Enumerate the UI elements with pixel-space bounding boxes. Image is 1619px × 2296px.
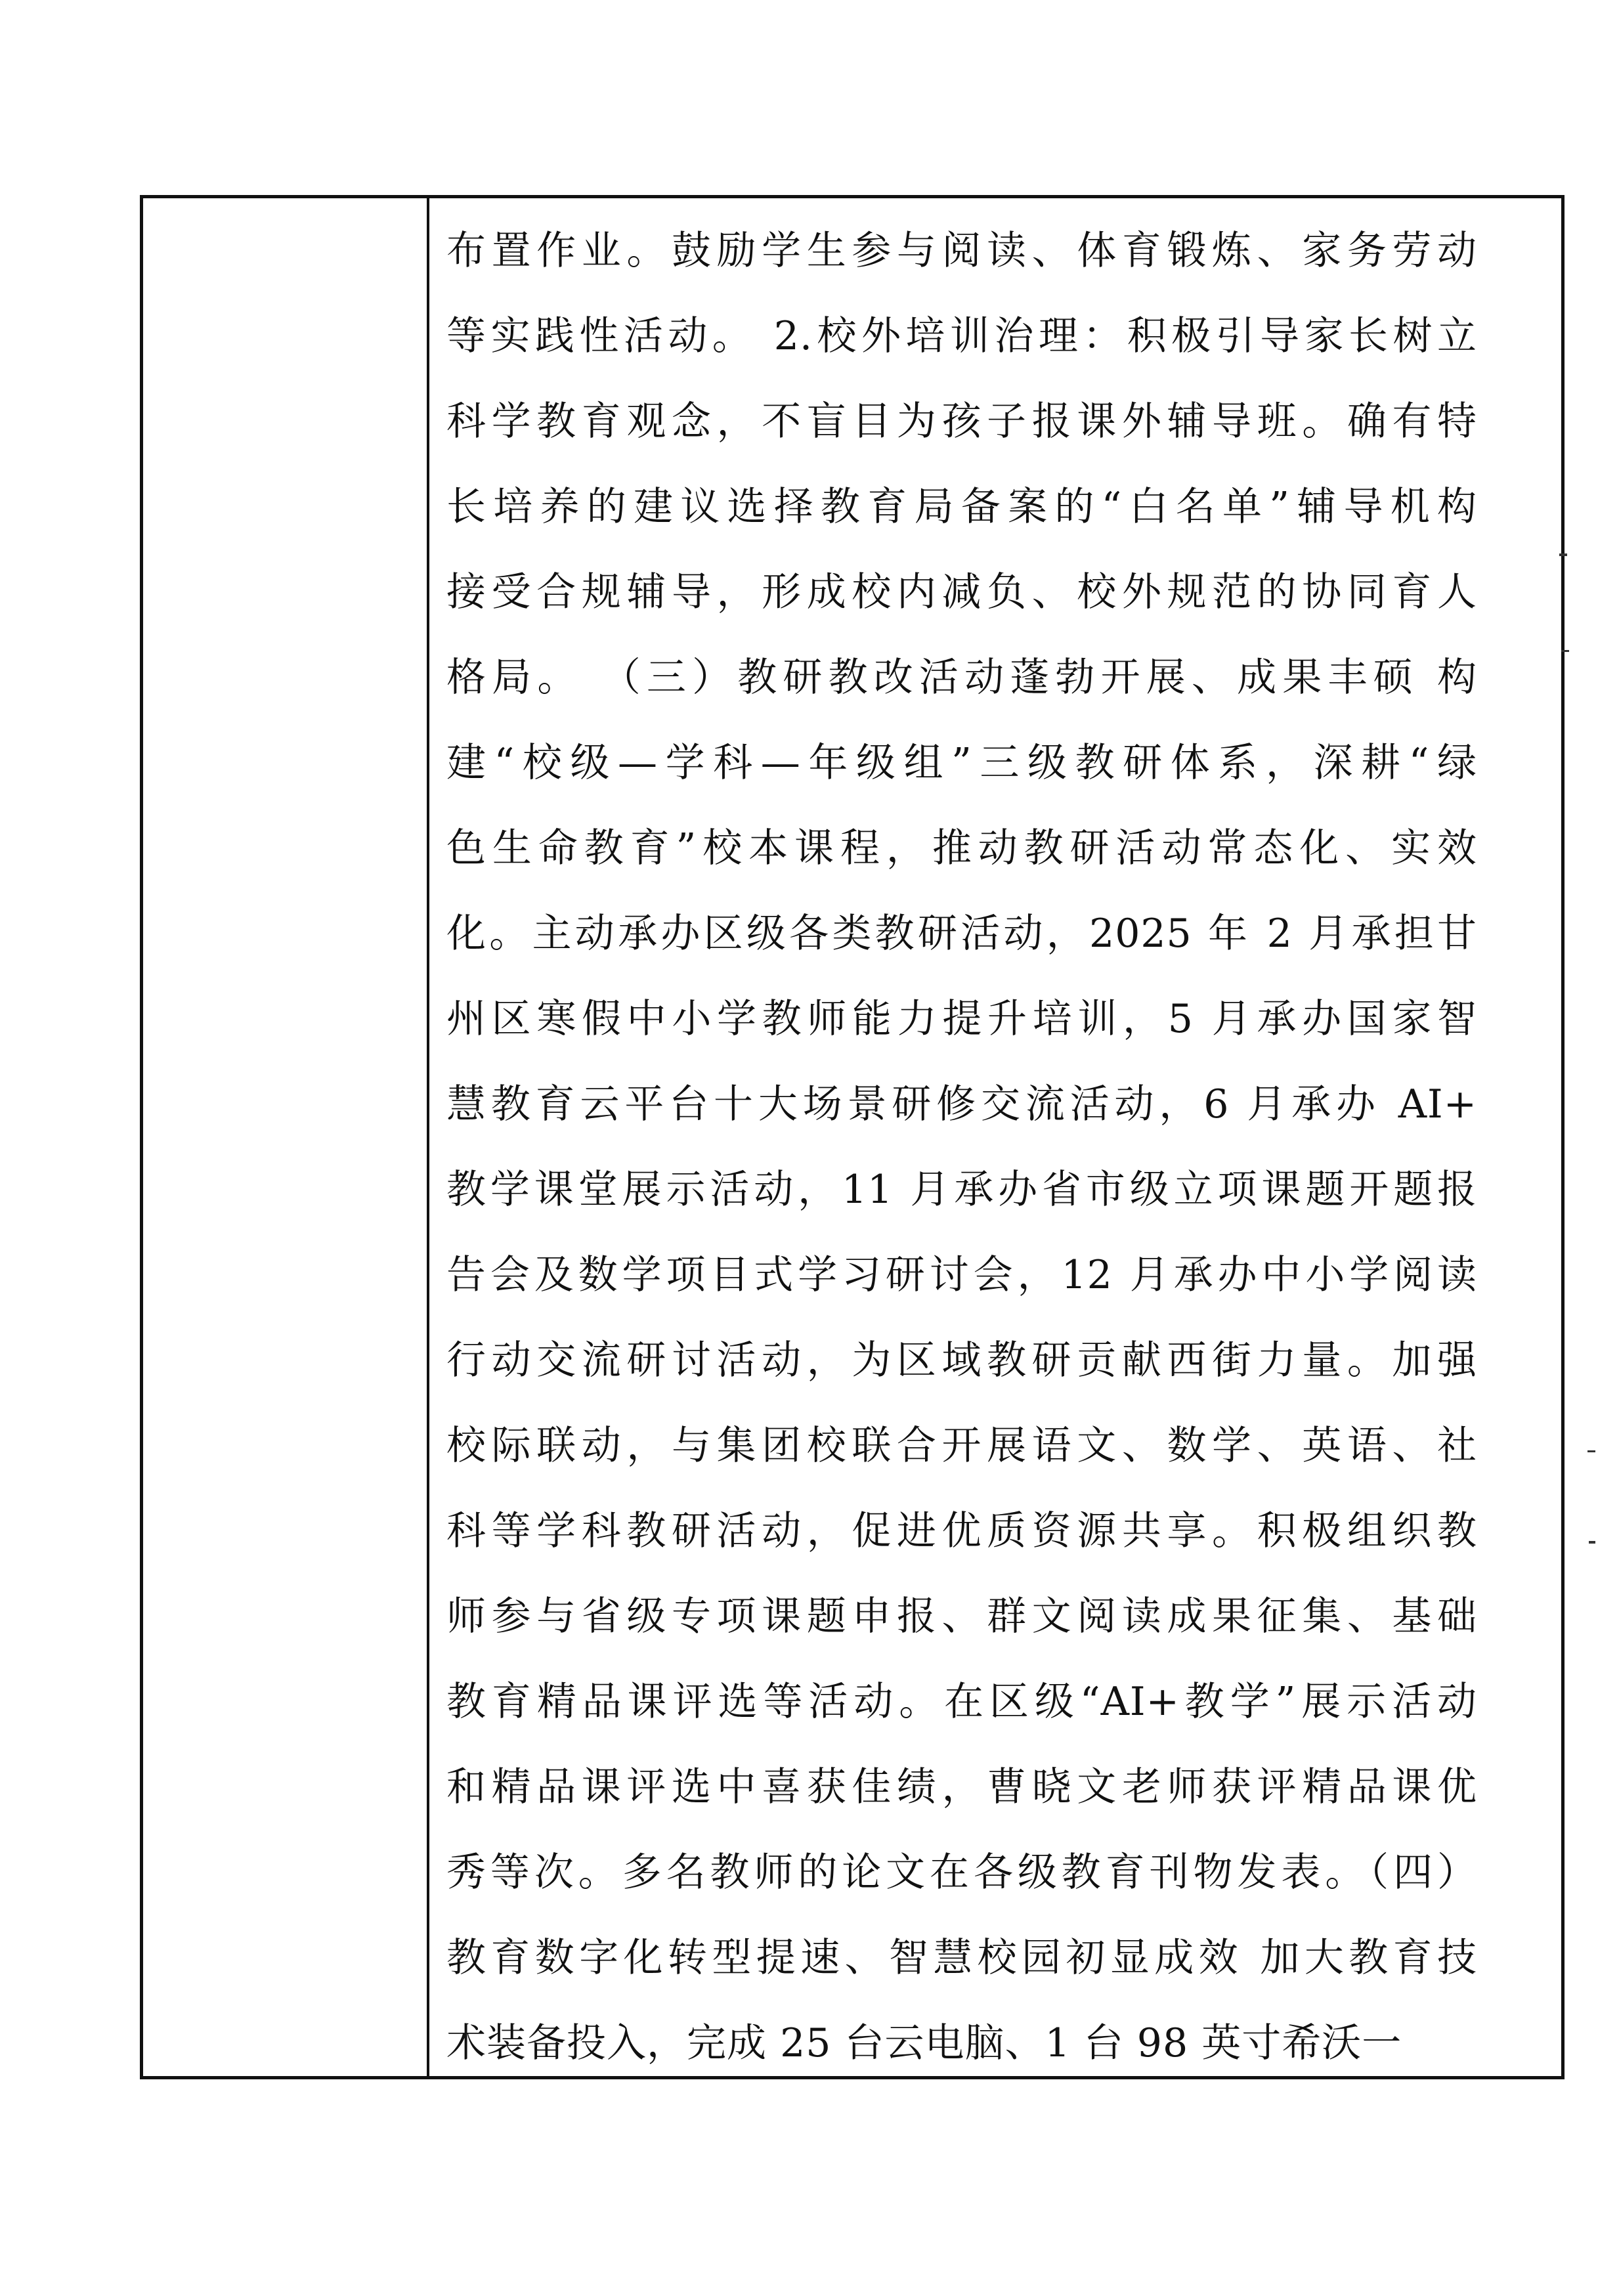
paragraph-line: 等实践性活动。 2.校外培训治理：积极引导家长树立 [446,313,1477,359]
paragraph-line: 接受合规辅导，形成校内减负、校外规范的协同育人 [446,569,1477,615]
scan-mark [1559,553,1567,556]
table-content-cell [429,198,1561,2076]
paragraph-line: 色生命教育”校本课程，推动教研活动常态化、实效 [446,825,1477,871]
paragraph-line: 秀等次。多名教师的论文在各级教育刊物发表。（四） [446,1850,1477,1895]
paragraph-line: 布置作业。鼓励学生参与阅读、体育锻炼、家务劳动 [446,228,1477,274]
paragraph-line: 科学教育观念，不盲目为孩子报课外辅导班。确有特 [446,399,1477,444]
paragraph-line: 化。主动承办区级各类教研活动，2025 年 2 月承担甘 [446,911,1477,957]
scan-mark [1589,1541,1595,1544]
paragraph-line: 师参与省级专项课题申报、群文阅读成果征集、基础 [446,1593,1477,1639]
paragraph-line: 教育精品课评选等活动。在区级“AI+教学”展示活动 [446,1679,1477,1725]
paragraph-line: 教学课堂展示活动，11 月承办省市级立项课题开题报 [446,1167,1477,1213]
paragraph-line: 术装备投入，完成 25 台云电脑、1 台 98 英寸希沃一 [446,2020,1402,2066]
paragraph-line: 校际联动，与集团校联合开展语文、数学、英语、社 [446,1423,1477,1469]
paragraph-line: 慧教育云平台十大场景研修交流活动，6 月承办 AI+ [446,1081,1477,1127]
paragraph-line: 教育数字化转型提速、智慧校园初显成效 加大教育技 [446,1935,1477,1981]
paragraph-line: 科等学科教研活动，促进优质资源共享。积极组织教 [446,1508,1477,1554]
paragraph-line: 行动交流研讨活动，为区域教研贡献西街力量。加强 [446,1337,1477,1383]
table-label-cell [143,198,429,2076]
paragraph-line: 州区寒假中小学教师能力提升培训，5 月承办国家智 [446,996,1477,1042]
paragraph-line: 格局。 （三）教研教改活动蓬勃开展、成果丰硕 构 [446,655,1477,701]
scan-mark [1561,650,1569,652]
document-table [140,195,1565,2079]
paragraph-line: 告会及数学项目式学习研讨会，12 月承办中小学阅读 [446,1252,1477,1298]
scan-mark [1587,1450,1595,1452]
paragraph-line: 建“校级—学科—年级组”三级教研体系，深耕“绿 [446,740,1477,786]
paragraph-line: 长培养的建议选择教育局备案的“白名单”辅导机构 [446,484,1477,530]
paragraph-line: 和精品课评选中喜获佳绩，曹晓文老师获评精品课优 [446,1764,1477,1810]
